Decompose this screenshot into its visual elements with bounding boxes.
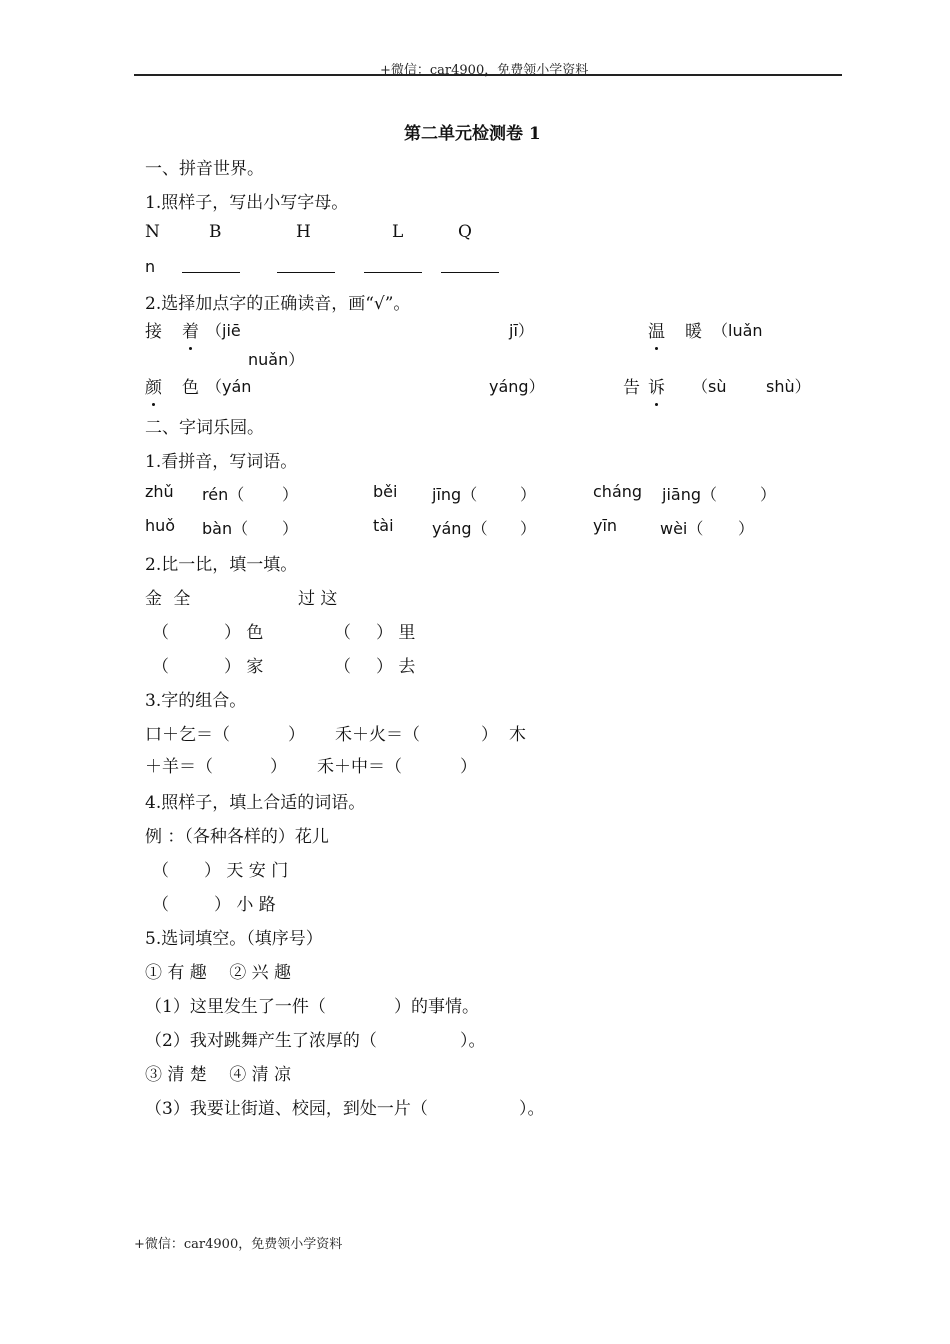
section1-heading: 一、拼音世界。	[145, 159, 264, 179]
capital-letter: N	[145, 222, 160, 242]
pinyin-syllable: běi	[373, 482, 398, 501]
answer-blank[interactable]	[364, 258, 422, 273]
s2-q4-prompt: 4.照样子，填上合适的词语。	[145, 793, 366, 813]
bracket-open: （	[152, 623, 169, 643]
char-equation: ＋羊＝（	[145, 757, 213, 777]
fill-sentence: （3）我要让街道、校园，到处一片（	[145, 1099, 428, 1119]
pinyin-option[interactable]: （jiē	[206, 321, 241, 340]
pinyin-syllable: huǒ	[145, 516, 176, 535]
capital-letter: B	[209, 222, 222, 242]
bracket-close: ）	[760, 485, 777, 504]
pinyin-option[interactable]: （yán	[206, 377, 252, 396]
fill-item: ） 天 安 门	[204, 861, 289, 881]
pinyin-option[interactable]: shù）	[766, 377, 811, 396]
bracket-open: （	[334, 657, 351, 677]
pinyin-option[interactable]: yáng）	[489, 377, 545, 396]
pinyin-syllable: wèi（	[660, 519, 704, 538]
bracket-close: ）	[520, 485, 537, 504]
pinyin-syllable: yáng（	[432, 519, 488, 538]
fill-sentence-end: ）。	[460, 1031, 486, 1051]
s2-q3-prompt: 3.字的组合。	[145, 691, 247, 711]
capital-letter: Q	[458, 222, 472, 242]
bracket-close: ）	[738, 519, 755, 538]
fill-sentence: （1）这里发生了一件（	[145, 997, 326, 1017]
pinyin-option[interactable]: （sù	[692, 377, 727, 396]
dotted-word: 接 着	[145, 317, 199, 342]
word-options: ③ 清 楚 ④ 清 凉	[145, 1065, 292, 1085]
char-equation: 木	[509, 725, 526, 745]
dotted-char: 着	[182, 317, 199, 342]
page-footer: +微信：car4900，免费领小学资料	[134, 1237, 343, 1252]
bracket-open: （	[152, 895, 169, 915]
pinyin-option[interactable]: jī）	[509, 321, 534, 340]
s2-q1-prompt: 1.看拼音，写词语。	[145, 452, 298, 472]
example-lowercase: n	[145, 257, 156, 276]
answer-blank[interactable]	[277, 258, 335, 273]
s1-q1-prompt: 1.照样子，写出小写字母。	[145, 193, 349, 213]
pinyin-syllable: zhǔ	[145, 482, 174, 501]
bracket-close: ）	[282, 485, 299, 504]
fill-sentence-end: ）。	[519, 1099, 545, 1119]
fill-sentence: （2）我对跳舞产生了浓厚的（	[145, 1031, 377, 1051]
bracket-close: ）	[520, 519, 537, 538]
section2-heading: 二、字词乐园。	[145, 418, 264, 438]
fill-item: ） 小 路	[214, 895, 276, 915]
page-header: +微信：car4900，免费领小学资料	[380, 63, 589, 78]
capital-letter: H	[296, 222, 311, 242]
bracket-open: （	[152, 861, 169, 881]
bracket-open: （	[152, 657, 169, 677]
char-pair: 金 全	[145, 589, 191, 609]
answer-blank[interactable]	[182, 258, 240, 273]
pinyin-syllable: tài	[373, 516, 394, 535]
fill-sentence-end: ）的事情。	[394, 997, 479, 1017]
answer-blank[interactable]	[441, 258, 499, 273]
pinyin-syllable: jīng（	[432, 485, 478, 504]
s2-q5-prompt: 5.选词填空。（填序号）	[145, 929, 323, 949]
bracket-close: ）	[481, 725, 498, 745]
dotted-word: 颜 色	[145, 373, 199, 398]
s2-q2-prompt: 2.比一比，填一填。	[145, 555, 298, 575]
dotted-char: 颜	[145, 373, 162, 398]
bracket-close: ）	[282, 519, 299, 538]
bracket-open: （	[334, 623, 351, 643]
char-pair: 过 这	[298, 589, 338, 609]
pinyin-syllable: rén（	[202, 485, 245, 504]
bracket-close: ）	[288, 725, 305, 745]
capital-letter: L	[392, 222, 404, 242]
dotted-word: 温 暖	[648, 317, 702, 342]
pinyin-syllable: yīn	[593, 516, 618, 535]
fill-item: ） 家	[224, 657, 264, 677]
header-divider	[134, 74, 842, 76]
example-line: 例 ：（各种各样的）花儿	[145, 827, 329, 847]
pinyin-option[interactable]: （luǎn	[712, 321, 763, 340]
dotted-char: 温	[648, 317, 665, 342]
fill-item: ） 色	[224, 623, 264, 643]
pinyin-syllable: bàn（	[202, 519, 249, 538]
dotted-word: 告 诉	[623, 373, 665, 398]
s1-q2-prompt: 2.选择加点字的正确读音，画“√”。	[145, 294, 411, 314]
bracket-close: ）	[460, 757, 477, 777]
dotted-char: 诉	[648, 373, 665, 398]
pinyin-syllable: jiāng（	[662, 485, 717, 504]
bracket-close: ）	[270, 757, 287, 777]
pinyin-syllable: cháng	[593, 482, 643, 501]
page-title: 第二单元检测卷 1	[404, 124, 541, 144]
pinyin-option[interactable]: nuǎn）	[248, 350, 305, 369]
word-options: ① 有 趣 ② 兴 趣	[145, 963, 292, 983]
fill-item: ） 里	[376, 623, 416, 643]
char-equation: 口＋乞＝（	[145, 725, 230, 745]
char-equation: 禾＋火＝（	[335, 725, 420, 745]
fill-item: ） 去	[376, 657, 416, 677]
char-equation: 禾＋中＝（	[317, 757, 402, 777]
